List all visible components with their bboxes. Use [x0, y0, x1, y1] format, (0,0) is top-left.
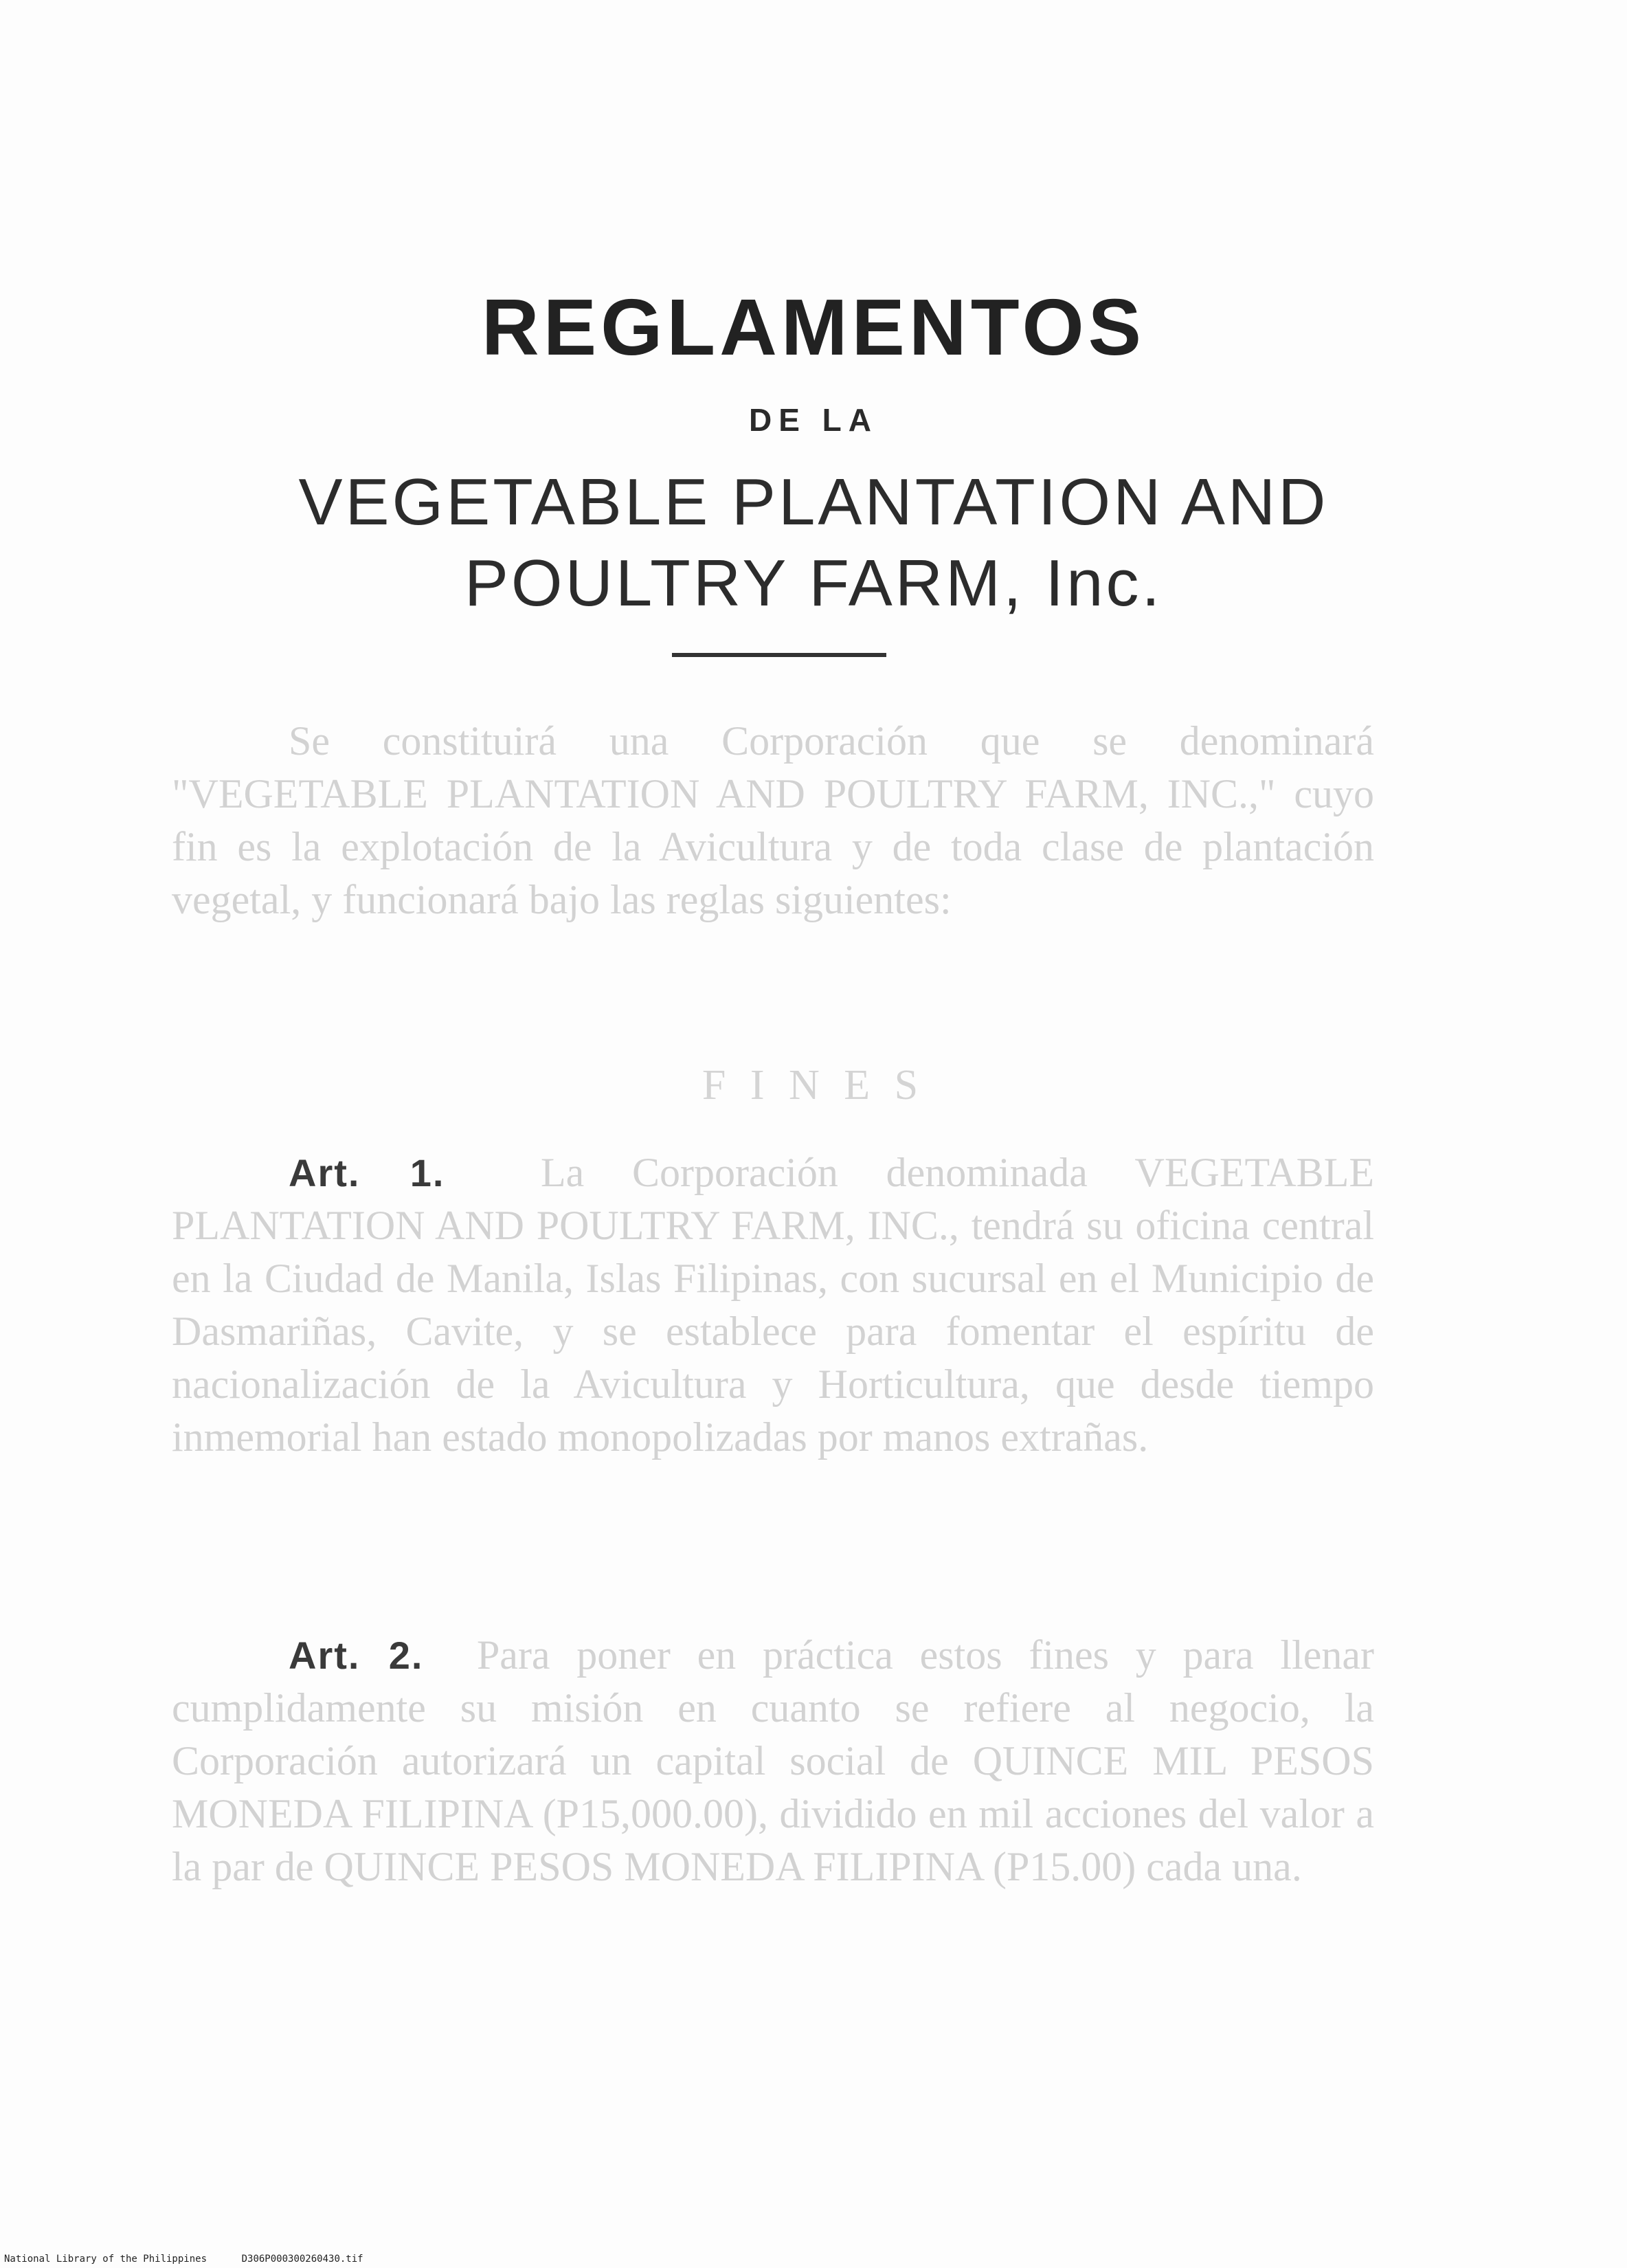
- company-name-line-1: VEGETABLE PLANTATION AND: [298, 465, 1329, 539]
- document-subtitle: DE LA: [749, 402, 878, 438]
- article-2-text: Para poner en práctica estos fines y para llenar cumplidamente su misión en cuanto se refiere al negocio, la Corporación autorizará un capital social de QUINCE MIL PESOS MONEDA FILIPINA (P15,000.00), dividido en mil acciones del valor a la par de QUINCE PESOS MONEDA FILIPINA (P15.00) cada una.: [172, 1632, 1375, 1889]
- company-name: [0, 462, 1627, 624]
- company-name-line-2: POULTRY FARM, Inc.: [464, 546, 1163, 620]
- document-title: REGLAMENTOS: [481, 282, 1146, 372]
- article-1-label: Art. 1.: [289, 1151, 445, 1194]
- intro-paragraph: Se constituirá una Corporación que se denominará "VEGETABLE PLANTATION AND POULTRY FARM, INC.," cuyo fin es la explotación de la Avicultura y de toda clase de plantación vegetal, y funcionará bajo las reglas siguientes:: [172, 718, 1374, 922]
- scan-footer: [4, 2254, 363, 2264]
- article-2-label: Art. 2.: [289, 1634, 424, 1677]
- article-1-text: La Corporación denominada VEGETABLE PLANTATION AND POULTRY FARM, INC., tendrá su oficina central en la Ciudad de Manila, Islas Filipinas, con sucursal en el Municipio de Dasmariñas, Cavite, y se establece para fomentar el espíritu de nacionalización de la Avicultura y Horticultura, que desde tiempo inmemorial han estado monopolizadas por manos extrañas.: [172, 1150, 1374, 1460]
- footer-file-id: D306P000300260430.tif: [241, 2254, 363, 2265]
- title-divider: [672, 653, 886, 657]
- article-1: [172, 1146, 1374, 1464]
- article-2: [172, 1629, 1374, 1893]
- footer-library: National Library of the Philippines: [4, 2254, 207, 2265]
- section-heading-fines: F I N E S: [702, 1062, 925, 1109]
